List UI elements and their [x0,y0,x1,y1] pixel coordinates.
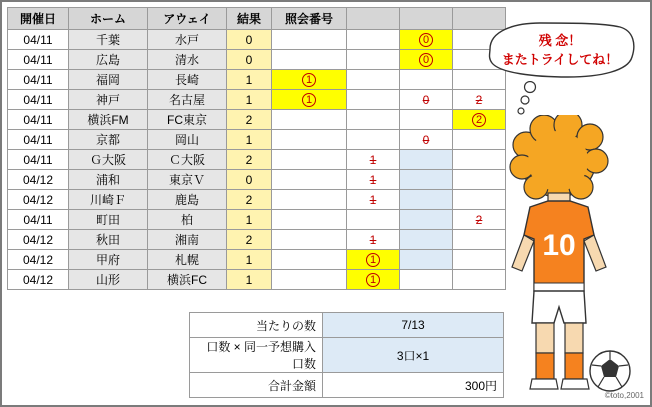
cell-col1: 1 [347,250,400,270]
header-date: 開催日 [8,8,69,30]
cell-result: 1 [227,270,272,290]
total-label: 合計金額 [190,373,323,398]
table-row[interactable] [8,170,506,190]
cell-col1: 1 [347,170,400,190]
table-header-row [8,8,506,30]
cell-away-team: 清水 [148,50,227,70]
cell-col1: 1 [347,270,400,290]
table-row[interactable] [8,90,506,110]
summary-table [7,312,504,398]
table-row[interactable] [8,30,506,50]
cell-col1: 1 [347,190,400,210]
jersey-number-text: 10 [542,229,576,262]
cell-col2 [400,110,453,130]
cell-home-team: Ｇ大阪 [69,150,148,170]
cell-date: 04/11 [8,150,69,170]
summary-row-hits [7,313,504,338]
table-row[interactable] [8,50,506,70]
cell-reference [272,130,347,150]
cell-result: 0 [227,30,272,50]
table-row[interactable] [8,250,506,270]
cell-date: 04/11 [8,50,69,70]
bubble-text [480,19,640,81]
header-home: ホーム [69,8,148,30]
cell-col2 [400,150,453,170]
header-result: 結果 [227,8,272,30]
cell-result: 0 [227,170,272,190]
bubble-line-2: またトライしてね！ [501,52,619,67]
cell-home-team: 横浜FM [69,110,148,130]
cell-reference [272,170,347,190]
cell-result: 2 [227,150,272,170]
cell-col3: 2 [453,90,506,110]
cell-col2 [400,190,453,210]
mascot-illustration [472,7,648,402]
summary-spacer-2 [7,338,190,373]
cell-result: 1 [227,90,272,110]
bubble-tail-dots [512,81,552,119]
cell-away-team: 札幌 [148,250,227,270]
cell-away-team: 東京Ｖ [148,170,227,190]
copyright-credit: ©toto,2001 [604,391,644,400]
cell-result: 0 [227,50,272,70]
cell-reference [272,270,347,290]
bets-label: 口数 × 同一予想購入口数 [190,338,323,373]
cell-col1 [347,70,400,90]
summary-container [7,312,497,398]
cell-col2 [400,210,453,230]
cell-away-team: 名古屋 [148,90,227,110]
cell-result: 2 [227,230,272,250]
header-col2 [400,8,453,30]
cell-col1 [347,30,400,50]
soccer-ball [590,351,630,391]
cell-col1: 1 [347,230,400,250]
summary-row-total [7,373,504,398]
match-table-header [8,8,506,30]
cell-away-team: FC東京 [148,110,227,130]
cell-col1 [347,110,400,130]
table-row[interactable] [8,270,506,290]
cell-date: 04/12 [8,250,69,270]
cell-reference: 1 [272,70,347,90]
cell-away-team: 柏 [148,210,227,230]
cell-away-team: 鹿島 [148,190,227,210]
soccer-player-figure [486,115,636,395]
bets-value: 3口×1 [323,338,504,373]
cell-reference [272,150,347,170]
cell-col1 [347,210,400,230]
cell-col2 [400,170,453,190]
cell-col2 [400,250,453,270]
cell-reference [272,190,347,210]
cell-home-team: 町田 [69,210,148,230]
cell-col1 [347,130,400,150]
cell-reference [272,50,347,70]
match-table-container [7,7,483,290]
cell-reference [272,210,347,230]
cell-home-team: 京都 [69,130,148,150]
cell-col2 [400,70,453,90]
cell-col2: 0 [400,90,453,110]
cell-col1: 1 [347,150,400,170]
cell-date: 04/11 [8,30,69,50]
summary-row-bets [7,338,504,373]
summary-spacer-3 [7,373,190,398]
cell-date: 04/12 [8,270,69,290]
cell-date: 04/11 [8,210,69,230]
total-value: 300円 [323,373,504,398]
cell-date: 04/11 [8,90,69,110]
cell-away-team: 長崎 [148,70,227,90]
cell-date: 04/12 [8,170,69,190]
cell-away-team: Ｃ大阪 [148,150,227,170]
player-head [510,115,608,199]
header-col1 [347,8,400,30]
summary-spacer-1 [7,313,190,338]
cell-result: 1 [227,250,272,270]
cell-date: 04/12 [8,190,69,210]
cell-col1 [347,50,400,70]
table-row[interactable] [8,210,506,230]
player-jersey [524,201,594,291]
hits-label: 当たりの数 [190,313,323,338]
cell-reference [272,30,347,50]
cell-reference: 1 [272,90,347,110]
cell-date: 04/11 [8,110,69,130]
cell-home-team: 福岡 [69,70,148,90]
cell-date: 04/11 [8,130,69,150]
cell-home-team: 甲府 [69,250,148,270]
cell-col2 [400,230,453,250]
match-table [7,7,506,290]
cell-away-team: 湘南 [148,230,227,250]
cell-col2: 0 [400,130,453,150]
cell-away-team: 水戸 [148,30,227,50]
match-table-body [8,30,506,290]
table-row[interactable] [8,70,506,90]
cell-result: 2 [227,110,272,130]
cell-away-team: 横浜FC [148,270,227,290]
cell-col1 [347,90,400,110]
cell-away-team: 岡山 [148,130,227,150]
table-row[interactable] [8,190,506,210]
cell-home-team: 神戸 [69,90,148,110]
cell-home-team: 浦和 [69,170,148,190]
cell-home-team: 山形 [69,270,148,290]
cell-col2: 0 [400,30,453,50]
cell-date: 04/12 [8,230,69,250]
cell-col2 [400,270,453,290]
cell-col3: 2 [453,210,506,230]
cell-home-team: 千葉 [69,30,148,50]
cell-result: 1 [227,210,272,230]
cell-home-team: 川崎Ｆ [69,190,148,210]
cell-col3: 2 [453,110,506,130]
cell-home-team: 広島 [69,50,148,70]
cell-date: 04/11 [8,70,69,90]
header-reference-number: 照会番号 [272,8,347,30]
cell-reference [272,250,347,270]
cell-result: 2 [227,190,272,210]
cell-reference [272,110,347,130]
bubble-line-1: 残 念！ [538,33,582,48]
table-row[interactable] [8,230,506,250]
table-row[interactable] [8,150,506,170]
header-away: アウェイ [148,8,227,30]
cell-col2: 0 [400,50,453,70]
table-row[interactable] [8,130,506,150]
cell-result: 1 [227,130,272,150]
table-row[interactable] [8,110,506,130]
cell-reference [272,230,347,250]
cell-home-team: 秋田 [69,230,148,250]
hits-value: 7/13 [323,313,504,338]
cell-result: 1 [227,70,272,90]
